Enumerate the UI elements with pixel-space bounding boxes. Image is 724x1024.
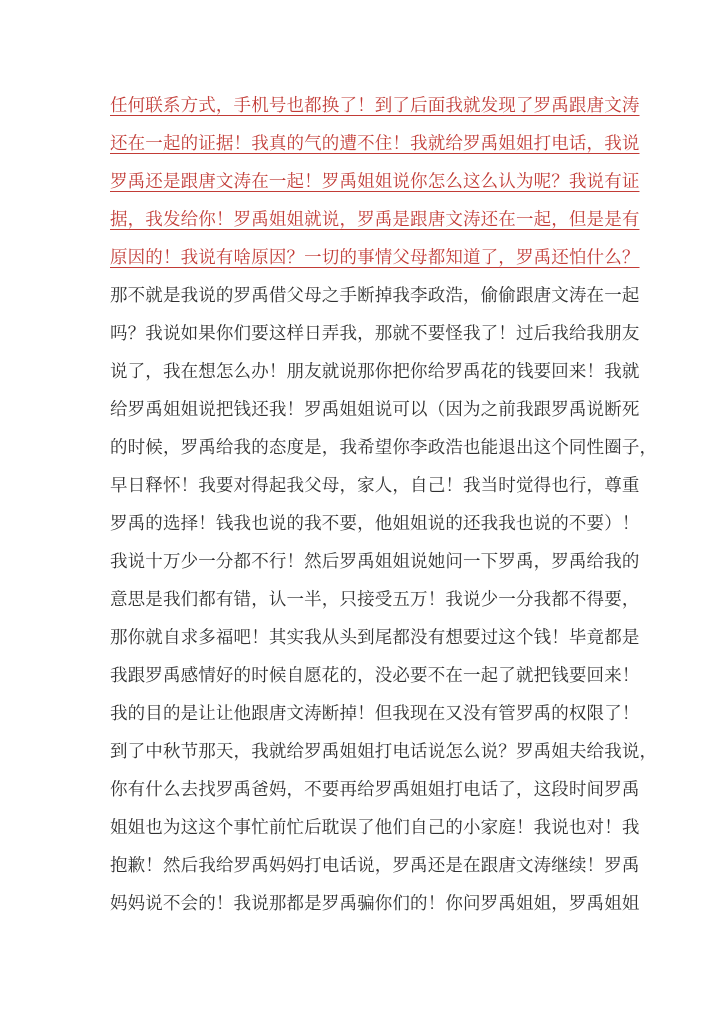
text-line: 早日释怀！我要对得起我父母，家人，自己！我当时觉得也行，尊重 xyxy=(110,475,640,495)
text-line: 的时候，罗禹给我的态度是，我希望你李政浩也能退出这个同性圈子， xyxy=(110,437,658,457)
text-line: 意思是我们都有错，认一半，只接受五万！我说少一分我都不得要， xyxy=(110,589,640,609)
body-paragraph xyxy=(110,276,658,922)
text-line: 我说十万少一分都不行！然后罗禹姐姐说她问一下罗禹，罗禹给我的 xyxy=(110,551,640,571)
text-line: 抱歉！然后我给罗禹妈妈打电话说，罗禹还是在跟唐文涛继续！罗禹 xyxy=(110,855,640,875)
text-line: 我跟罗禹感情好的时候自愿花的，没必要不在一起了就把钱要回来！ xyxy=(110,665,640,685)
text-line: 那不就是我说的罗禹借父母之手断掉我李政浩，偷偷跟唐文涛在一起 xyxy=(110,285,640,305)
red-underlined-paragraph xyxy=(110,86,644,276)
text-line: 妈妈说不会的！我说那都是罗禹骗你们的！你问罗禹姐姐，罗禹姐姐 xyxy=(110,893,640,913)
text-line: 说了，我在想怎么办！朋友就说那你把你给罗禹花的钱要回来！我就 xyxy=(110,361,640,381)
text-line: 罗禹的选择！钱我也说的我不要，他姐姐说的还我我也说的不要）！ xyxy=(110,513,640,533)
text-line: 还在一起的证据！我真的气的遭不住！我就给罗禹姐姐打电话，我说 xyxy=(110,133,640,153)
text-line: 吗？我说如果你们要这样日弄我，那就不要怪我了！过后我给我朋友 xyxy=(110,323,640,343)
text-line: 到了中秋节那天，我就给罗禹姐姐打电话说怎么说？罗禹姐夫给我说， xyxy=(110,741,658,761)
text-line: 任何联系方式，手机号也都换了！到了后面我就发现了罗禹跟唐文涛 xyxy=(110,95,640,115)
text-line: 给罗禹姐姐说把钱还我！罗禹姐姐说可以（因为之前我跟罗禹说断死 xyxy=(110,399,640,419)
text-line: 罗禹还是跟唐文涛在一起！罗禹姐姐说你怎么这么认为呢？我说有证 xyxy=(110,171,640,191)
text-line: 我的目的是让让他跟唐文涛断掉！但我现在又没有管罗禹的权限了！ xyxy=(110,703,640,723)
text-line: 原因的！我说有啥原因？一切的事情父母都知道了，罗禹还怕什么？ xyxy=(110,247,640,267)
text-line: 你有什么去找罗禹爸妈，不要再给罗禹姐姐打电话了，这段时间罗禹 xyxy=(110,779,640,799)
text-line: 姐姐也为这这个事忙前忙后耽误了他们自己的小家庭！我说也对！我 xyxy=(110,817,640,837)
text-line: 据，我发给你！罗禹姐姐就说，罗禹是跟唐文涛还在一起，但是是有 xyxy=(110,209,640,229)
text-line: 那你就自求多福吧！其实我从头到尾都没有想要过这个钱！毕竟都是 xyxy=(110,627,640,647)
